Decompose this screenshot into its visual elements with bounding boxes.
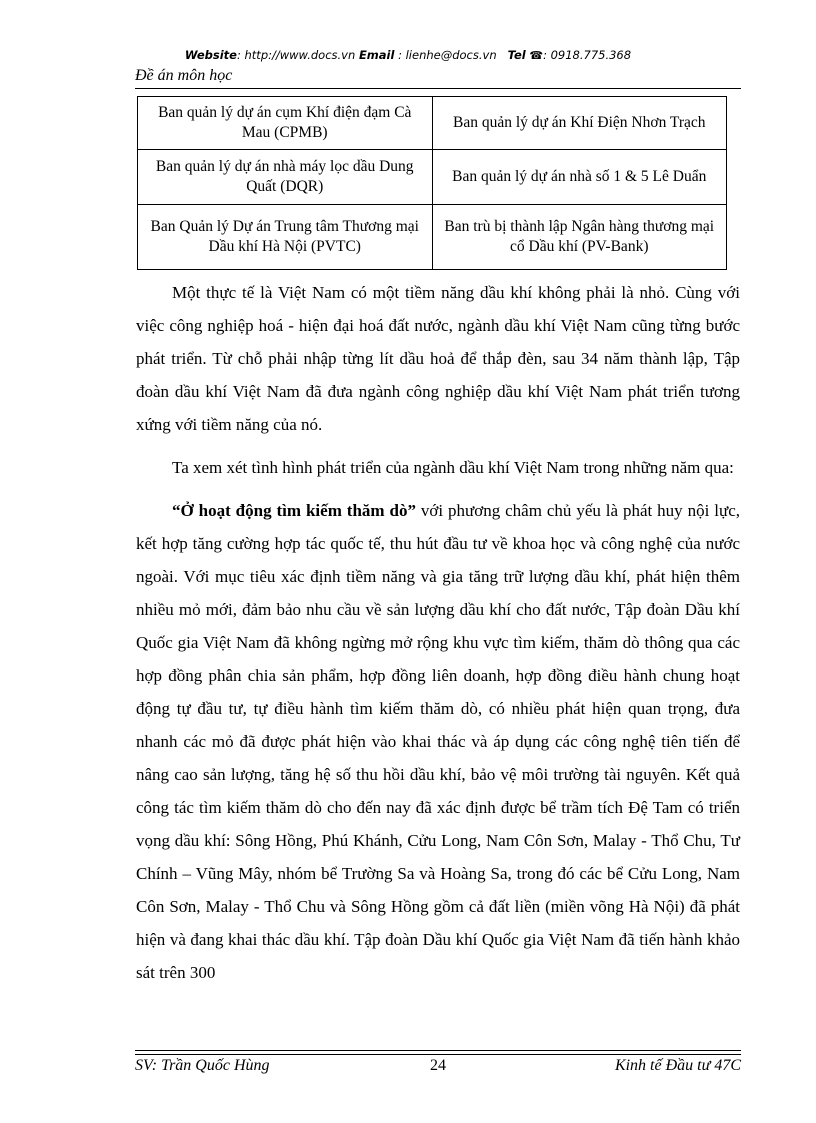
student-name: SV: Trần Quốc Hùng: [135, 1057, 270, 1074]
table-row: [138, 97, 727, 150]
table-cell: Ban Quản lý Dự án Trung tâm Thương mại Dầu khí Hà Nội (PVTC): [138, 205, 433, 270]
paragraph-3-text: với phương châm chủ yếu là phát huy nội lực, kết hợp tăng cường hợp tác quốc tế, thu hút đầu tư về khoa học và công nghệ của nước ngoài. Với mục tiêu xác định tiềm năng và gia tăng trữ lượng dầu khí, phát hiện thêm nhiều mỏ mới, đảm bảo nhu cầu về sản lượng dầu khí cho đất nước, Tập đoàn Dầu khí Quốc gia Việt Nam đã không ngừng mở rộng khu vực tìm kiếm, thăm dò thông qua các hợp đồng phân chia sản phẩm, hợp đồng liên doanh, hợp đồng điều hành chung hoạt động tự đầu tư, tự điều hành tìm kiếm thăm dò, có nhiều phát hiện quan trọng, đưa nhanh các mỏ đã được phát hiện vào khai thác và áp dụng các công nghệ tiên tiến để nâng cao sản lượng, tăng hệ số thu hồi dầu khí, bảo vệ môi trường tài nguyên. Kết quả công tác tìm kiếm thăm dò cho đến nay đã xác định được bể trầm tích Đệ Tam có triển vọng dầu khí: Sông Hồng, Phú Khánh, Cửu Long, Nam Côn Sơn, Malay - Thổ Chu, Tư Chính – Vũng Mây, nhóm bể Trường Sa và Hoàng Sa, trong đó các bể Cửu Long, Nam Côn Sơn, Malay - Thổ Chu và Sông Hồng gồm cả đất liền (miền võng Hà Nội) đã phát hiện và đang khai thác dầu khí. Tập đoàn Dầu khí Quốc gia Việt Nam đã tiến hành khảo sát trên 300: [136, 501, 740, 982]
table-cell: Ban quản lý dự án nhà số 1 & 5 Lê Duẩn: [432, 150, 727, 205]
tel-label: Tel: [507, 48, 526, 62]
header-divider: [135, 88, 741, 89]
table-cell: Ban quản lý dự án nhà máy lọc dầu Dung Quất (DQR): [138, 150, 433, 205]
telephone-icon: ☎: [529, 49, 544, 62]
table-cell: Ban trù bị thành lập Ngân hàng thương mại cổ Dầu khí (PV-Bank): [432, 205, 727, 270]
page-number: 24: [430, 1057, 446, 1074]
paragraph-2: Ta xem xét tình hình phát triển của ngành dầu khí Việt Nam trong những năm qua:: [172, 458, 734, 477]
paragraph-1: Một thực tế là Việt Nam có một tiềm năng dầu khí không phải là nhỏ. Cùng với việc công nghiệp hoá - hiện đại hoá đất nước, ngành dầu khí Việt Nam cũng từng bước phát triển. Từ chỗ phải nhập từng lít dầu hoả để thắp đèn, sau 34 năm thành lập, Tập đoàn dầu khí Việt Nam đã đưa ngành công nghiệp dầu khí Việt Nam phát triển tương xứng với tiềm năng của nó.: [136, 283, 740, 434]
exploration-heading: “Ở hoạt động tìm kiếm thăm dò”: [172, 501, 416, 520]
class-name: Kinh tế Đầu tư 47C: [614, 1057, 741, 1074]
table-row: [138, 150, 727, 205]
table-row: [138, 205, 727, 270]
table-cell: Ban quản lý dự án cụm Khí điện đạm Cà Mau (CPMB): [138, 97, 433, 150]
site-header: [0, 48, 816, 62]
footer-divider: [135, 1050, 741, 1055]
project-boards-table: [137, 96, 727, 270]
website-value: : http://www.docs.vn: [236, 48, 356, 62]
website-label: Website: [184, 48, 237, 62]
table-cell: Ban quản lý dự án Khí Điện Nhơn Trạch: [432, 97, 727, 150]
document-title: Đề án môn học: [135, 67, 233, 84]
body-text: [136, 276, 740, 989]
email-label: Email: [358, 48, 395, 62]
paragraph-3: [136, 494, 740, 989]
email-value: : lienhe@docs.vn: [394, 48, 497, 62]
tel-value: : 0918.775.368: [543, 48, 632, 62]
